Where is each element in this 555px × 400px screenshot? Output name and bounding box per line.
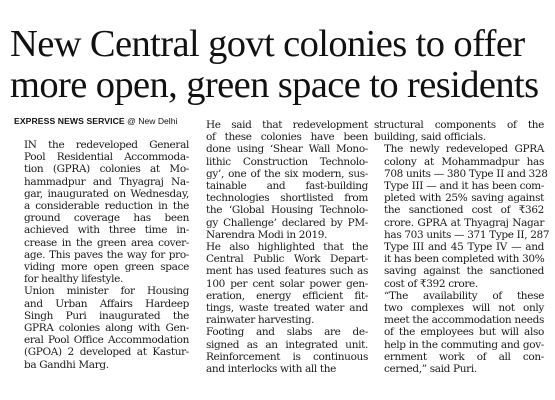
byline-location: @ New Delhi (127, 116, 178, 126)
article-paragraph (374, 290, 544, 375)
article-line: tings, waste treated water and (206, 302, 368, 315)
article-line: and interlocks with all the (206, 363, 337, 376)
article-line: gy’, one of the six modern, sus- (206, 167, 368, 180)
article-line: the ‘Global Housing Technolo- (206, 204, 368, 217)
article-line: achieved with three time in- (24, 224, 189, 237)
article-line: ground coverage has been (24, 212, 189, 225)
headline (10, 24, 550, 106)
column-3 (374, 119, 550, 376)
article-line: done using ‘Shear Wall Mono- (206, 143, 368, 156)
article-line: cerned,” said Puri. (384, 363, 477, 376)
article-paragraph (374, 143, 550, 290)
article-line: eration, energy efficient fit- (206, 289, 368, 302)
article-line: building, said officials. (374, 131, 486, 144)
byline (14, 116, 177, 126)
article-line: colony at Mohammadpur has (384, 155, 544, 168)
article-line: crease in the green area cover- (24, 236, 189, 249)
byline-service: EXPRESS NEWS SERVICE (14, 116, 125, 126)
article-line: eral Pool Office Accommodation (24, 334, 189, 347)
article-line: saving against the sanctioned (384, 265, 544, 278)
article-paragraph (196, 119, 368, 241)
article-line: Footing and slabs are de- (206, 326, 368, 339)
article-line: pleted with 25% saving against (384, 192, 544, 205)
article-line: He said that redevelopment (206, 119, 368, 131)
article-line: for healthy lifestyle. (24, 273, 123, 286)
article-line: hammadpur and Thyagraj Na- (24, 175, 189, 188)
article-line: and Urban Affairs Hardeep (24, 297, 189, 310)
article-line: the sanctioned cost of ₹362 (384, 204, 544, 217)
article-line: lithic Construction Technolo- (206, 155, 368, 168)
article-paragraph (196, 241, 368, 326)
article-line: (GPOA) 2 developed at Kastur- (24, 346, 189, 359)
article-line: He also highlighted that the (206, 241, 368, 254)
article-line: Union minister for Housing (24, 285, 189, 298)
article-line: ba Gandhi Marg. (24, 358, 109, 371)
article-line: rainwater harvesting. (206, 314, 315, 327)
article-line: ment has used features such as (206, 265, 368, 278)
column-1 (14, 139, 189, 371)
article-paragraph (14, 139, 189, 285)
column-2 (196, 119, 368, 375)
article-line: gar, inaugurated on Wednesday, (24, 187, 189, 200)
article-paragraph (14, 285, 189, 370)
article-line: viding more open green space (24, 261, 189, 274)
article-line: two complexes will not only (384, 302, 544, 315)
article-line: ernment work of all con- (384, 350, 544, 363)
article-line: has 703 units — 371 Type II, 287 (384, 228, 550, 241)
article-line: Central Public Work Depart- (206, 253, 368, 266)
article-line: age. This paves the way for pro- (24, 248, 189, 261)
article-line: Type III — and it has been com- (384, 180, 544, 193)
article-line: help in the commuting and gov- (384, 338, 544, 351)
article-line: 100 per cent solar power gen- (206, 277, 368, 290)
article-paragraph (374, 119, 544, 143)
article-line: The newly redeveloped GPRA (384, 143, 544, 156)
article-line: tion (GPRA) colonies at Mo- (24, 163, 189, 176)
article-line: Type III and 45 Type IV — and (384, 241, 544, 254)
headline-line-2: more open, green space to residents (10, 64, 539, 106)
article-line: IN the redeveloped General (24, 139, 189, 151)
article-paragraph (196, 326, 368, 375)
article-line: structural components of the (374, 119, 544, 131)
article-line: meet the accommodation needs (384, 314, 544, 327)
article-line: a considerable reduction in the (24, 200, 189, 213)
article-line: Narendra Modi in 2019. (206, 228, 328, 241)
article-line: technologies shortlisted from (206, 192, 368, 205)
article-line: gy Challenge’ declared by PM- (206, 216, 368, 229)
article-line: crore. GPRA at Thyagraj Nagar (384, 216, 544, 229)
article-line: tainable and fast-building (206, 180, 368, 193)
article-line: it has been completed with 30% (384, 253, 545, 266)
article-line: 708 units — 380 Type II and 328 (384, 167, 548, 180)
article-line: Singh Puri inaugurated the (24, 309, 189, 322)
article-line: Reinforcement is continuous (206, 350, 368, 363)
article-line: signed as an integrated unit. (206, 338, 368, 351)
headline-line-1: New Central govt colonies to offer (10, 23, 525, 65)
article-line: GPRA colonies along with Gen- (24, 322, 189, 335)
article-line: “The availability of these (384, 289, 544, 302)
article-line: of these colonies have been (206, 131, 368, 144)
article-line: cost of ₹392 crore. (384, 277, 478, 290)
article-line: of the employees but will also (384, 326, 544, 339)
article-line: Pool Residential Accommoda- (24, 151, 189, 164)
